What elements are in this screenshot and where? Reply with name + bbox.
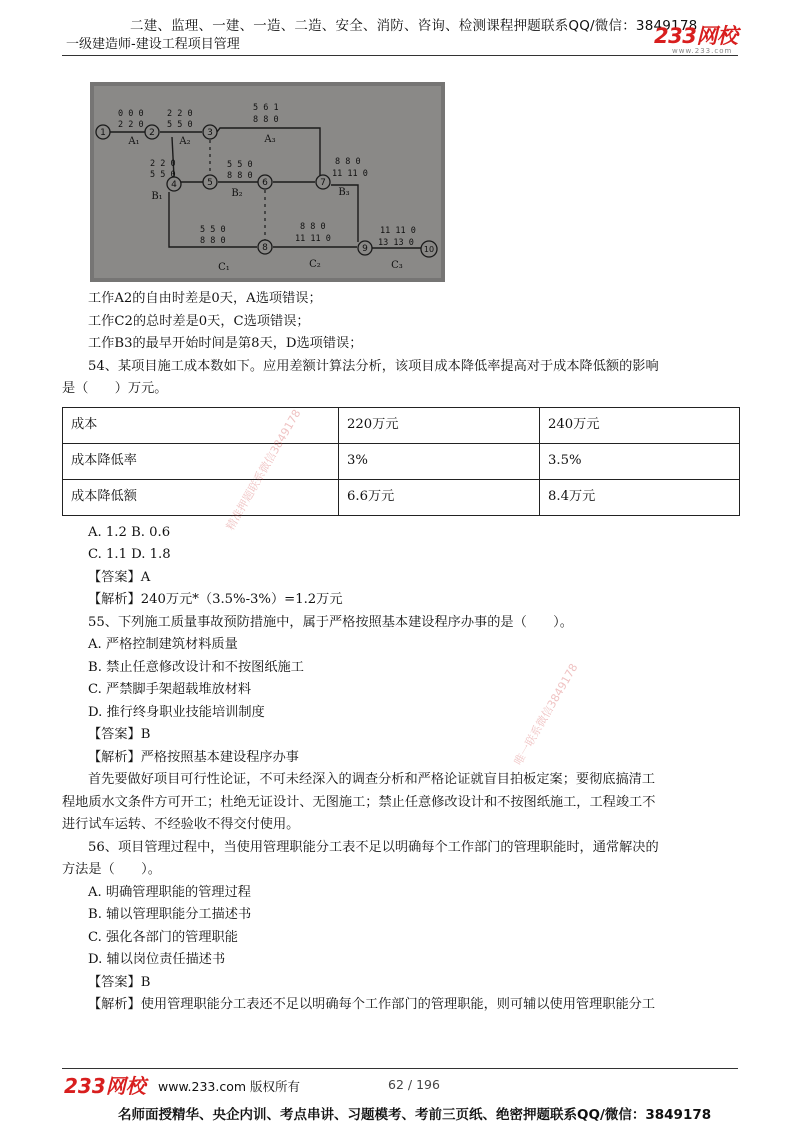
- question-56-line1: 56、项目管理过程中，当使用管理职能分工表不足以明确每个工作部门的管理职能时，通常解决的: [88, 839, 659, 855]
- table-cell: 3.5%: [540, 443, 740, 479]
- b1-numbers-bottom: 5 5 0: [150, 170, 176, 180]
- header-logo-text: 233网校: [654, 24, 738, 48]
- header-logo-url: www.233.com: [672, 47, 733, 55]
- a1-numbers-top: 0 0 0: [118, 109, 144, 119]
- table-cell: 8.4万元: [540, 479, 740, 515]
- question-55-explanation: 【解析】严格按照基本建设程序办事: [88, 749, 299, 765]
- node-2: 2: [149, 128, 155, 138]
- question-55-option-c: C. 严禁脚手架超载堆放材料: [88, 682, 252, 697]
- watermark: 唯一联系微信3849178: [511, 661, 581, 768]
- question-56-line2: 方法是（ ）。: [62, 862, 161, 877]
- analysis-a2: 工作A2的自由时差是0天，A选项错误；: [88, 291, 322, 306]
- c1-numbers-top: 5 5 0: [200, 225, 226, 235]
- question-56-explanation: 【解析】使用管理职能分工表还不足以明确每个工作部门的管理职能，则可辅以使用管理职能分工: [88, 997, 656, 1012]
- node-10: 10: [423, 245, 435, 254]
- cost-table: [62, 407, 740, 516]
- document-body: [62, 288, 738, 1017]
- question-54-line1: 54、某项目施工成本数如下。应用差额计算法分析，该项目成本降低率提高对于成本降低额的影响: [88, 358, 659, 374]
- header-logo: [654, 20, 737, 55]
- c2-numbers-bottom: 11 11 0: [295, 234, 331, 244]
- work-c2: C₂: [309, 259, 321, 270]
- node-6: 6: [262, 178, 268, 188]
- footer-logo: 233网校: [64, 1074, 146, 1098]
- analysis-b3: 工作B3的最早开始时间是第8天，D选项错误；: [88, 336, 363, 351]
- question-56-option-b: B. 辅以管理职能分工描述书: [88, 907, 252, 922]
- question-56-answer: 【答案】B: [88, 974, 151, 990]
- a3-numbers-top: 5 6 1: [253, 103, 279, 113]
- work-a1: A₁: [128, 136, 140, 147]
- work-b1: B₁: [151, 191, 163, 202]
- analysis-c2: 工作C2的总时差是0天，C选项错误；: [88, 313, 310, 329]
- footer-divider: [62, 1068, 738, 1069]
- a2-numbers-bottom: 5 5 0: [167, 120, 193, 130]
- work-a2: A₂: [179, 136, 191, 147]
- question-54-explanation: 【解析】240万元*（3.5%-3%）=1.2万元: [88, 592, 343, 607]
- table-cell: 成本降低额: [63, 479, 339, 515]
- header-subject: 一级建造师-建设工程项目管理: [66, 37, 240, 52]
- c3-numbers-top: 11 11 0: [380, 226, 416, 236]
- network-diagram: [90, 82, 445, 282]
- node-9: 9: [362, 244, 368, 254]
- table-row: [63, 479, 740, 515]
- table-row: [63, 443, 740, 479]
- question-55-option-a: A. 严格控制建筑材料质量: [88, 637, 238, 652]
- node-1: 1: [100, 128, 106, 138]
- page-number: 62 / 196: [388, 1077, 440, 1092]
- network-diagram-photo: [90, 82, 445, 282]
- b3-numbers-top: 8 8 0: [335, 157, 361, 167]
- b1-numbers-top: 2 2 0: [150, 159, 176, 169]
- c3-numbers-bottom: 13 13 0: [378, 238, 414, 248]
- table-cell: 成本: [63, 407, 339, 443]
- question-55-detail-line2: 程地质水文条件方可开工；杜绝无证设计、无图施工；禁止任意修改设计和不按图纸施工，工程竣工不: [62, 794, 656, 810]
- question-55-answer: 【答案】B: [88, 727, 151, 742]
- header-promo-text: 二建、监理、一建、一造、二造、安全、消防、咨询、检测课程押题联系QQ/微信：3849178: [130, 18, 698, 34]
- cost-table-wrapper: [62, 407, 738, 516]
- a1-numbers-bottom: 2 2 0: [118, 120, 144, 130]
- question-55: 55、下列施工质量事故预防措施中，属于严格按照基本建设程序办事的是（ ）。: [88, 614, 573, 630]
- question-56-option-d: D. 辅以岗位责任描述书: [88, 952, 226, 967]
- c1-numbers-bottom: 8 8 0: [200, 236, 226, 246]
- node-8: 8: [262, 243, 268, 253]
- work-b3: B₃: [338, 187, 350, 198]
- question-54-line2: 是（ ）万元。: [62, 381, 168, 396]
- question-54-options-ab: A. 1.2 B. 0.6: [88, 524, 171, 540]
- question-54-answer: 【答案】A: [88, 569, 151, 585]
- question-55-option-b: B. 禁止任意修改设计和不按图纸施工: [88, 659, 304, 675]
- table-cell: 成本降低率: [63, 443, 339, 479]
- question-56-option-a: A. 明确管理职能的管理过程: [88, 884, 251, 900]
- header-divider: [62, 55, 738, 56]
- b2-numbers-bottom: 8 8 0: [227, 171, 253, 181]
- question-55-detail-line3: 进行试车运转、不经验收不得交付使用。: [62, 817, 300, 832]
- footer-promo-text: 名师面授精华、央企内训、考点串讲、习题模考、考前三页纸、绝密押题联系QQ/微信：3849178: [118, 1107, 712, 1123]
- b2-numbers-top: 5 5 0: [227, 160, 253, 170]
- table-cell: 3%: [339, 443, 540, 479]
- footer-copyright: www.233.com 版权所有: [158, 1079, 300, 1094]
- work-a3: A₃: [264, 134, 276, 145]
- question-55-option-d: D. 推行终身职业技能培训制度: [88, 704, 265, 720]
- question-55-detail-line1: 首先要做好项目可行性论证，不可未经深入的调查分析和严格论证就盲目拍板定案；要彻底搞清工: [88, 772, 656, 787]
- a3-numbers-bottom: 8 8 0: [253, 115, 279, 125]
- table-cell: 240万元: [540, 407, 740, 443]
- node-4: 4: [171, 180, 177, 190]
- table-cell: 220万元: [339, 407, 540, 443]
- work-c1: C₁: [218, 262, 230, 273]
- node-7: 7: [320, 178, 326, 188]
- table-cell: 6.6万元: [339, 479, 540, 515]
- node-3: 3: [207, 128, 213, 138]
- watermark: 精准押题联系微信3849178: [223, 407, 304, 533]
- question-54-options-cd: C. 1.1 D. 1.8: [88, 547, 171, 562]
- a2-numbers-top: 2 2 0: [167, 109, 193, 119]
- table-row: [63, 407, 740, 443]
- work-b2: B₂: [231, 188, 243, 199]
- work-c3: C₃: [391, 260, 403, 271]
- node-5: 5: [207, 178, 213, 188]
- b3-numbers-bottom: 11 11 0: [332, 169, 368, 179]
- c2-numbers-top: 8 8 0: [300, 222, 326, 232]
- question-56-option-c: C. 强化各部门的管理职能: [88, 929, 238, 945]
